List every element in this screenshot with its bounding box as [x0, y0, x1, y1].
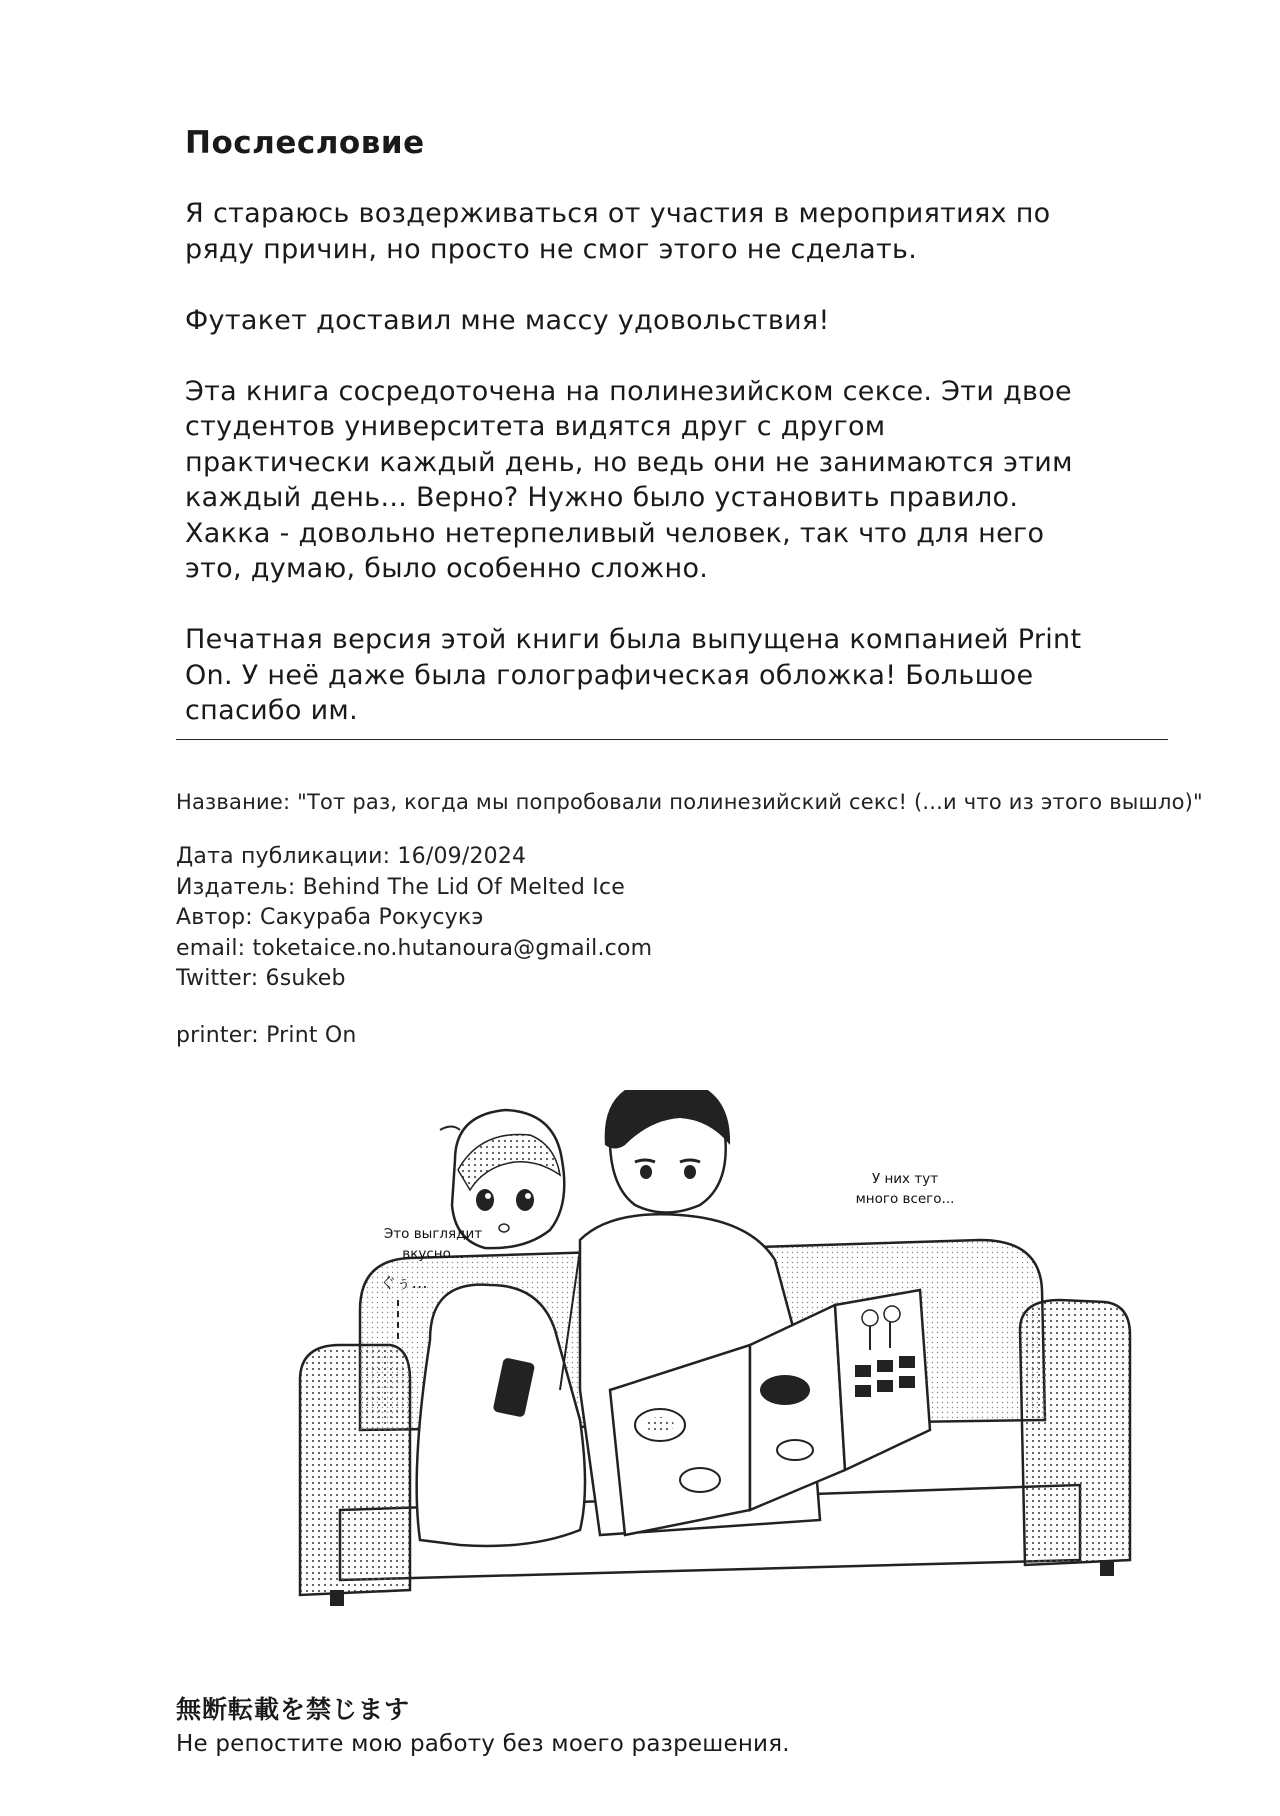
afterword-paragraph: Футакет доставил мне массу удовольствия! — [185, 304, 830, 336]
footer-japanese-notice: 無断転載を禁じます — [176, 1695, 411, 1724]
afterword-body — [185, 196, 1145, 764]
afterword-paragraph: Печатная версия этой книги была выпущена компанией Print On. У неё даже была голографическая обложка! Большое спасибо им. — [185, 624, 1082, 726]
speech-left-text: Это выглядит вкусно... — [383, 1226, 483, 1262]
couch-illustration — [280, 1090, 1140, 1610]
afterword-title: Послесловие — [185, 125, 425, 161]
afterword-paragraph: Я стараюсь воздерживаться от участия в мероприятиях по ряду причин, но просто не смог этого не сделать. — [185, 198, 1051, 265]
colophon-date: Дата публикации: 16/09/2024 — [176, 844, 527, 869]
colophon-printer: printer: Print On — [176, 1023, 357, 1048]
speech-bubble-left — [383, 1224, 483, 1264]
speech-bubble-right — [845, 1169, 965, 1209]
sound-effect-text: ぐぅ… — [380, 1273, 428, 1292]
speech-right-text: У них тут много всего... — [855, 1171, 955, 1207]
colophon-author: Автор: Сакураба Рокусукэ — [176, 905, 484, 930]
footer-russian-notice: Не репостите мою работу без моего разрешения. — [176, 1731, 790, 1757]
afterword-paragraph: Эта книга сосредоточена на полинезийском сексе. Эти двое студентов университета видятся друг с другом практически каждый день, но ведь они не занимаются этим каждый день... Верно? Нужно было установить правило. Хакка - довольно нетерпеливый человек, так что для него это, думаю, было особенно сложно. — [185, 375, 1073, 584]
colophon-twitter: Twitter: 6sukeb — [176, 966, 346, 991]
divider-line — [176, 739, 1168, 740]
colophon-title-line: Название: "Тот раз, когда мы попробовали полинезийский секс! (...и что из этого вышло)" — [176, 790, 1203, 814]
colophon-publisher: Издатель: Behind The Lid Of Melted Ice — [176, 874, 625, 900]
colophon-email: email: toketaice.no.hutanoura@gmail.com — [176, 935, 653, 961]
colophon-details — [176, 842, 652, 995]
